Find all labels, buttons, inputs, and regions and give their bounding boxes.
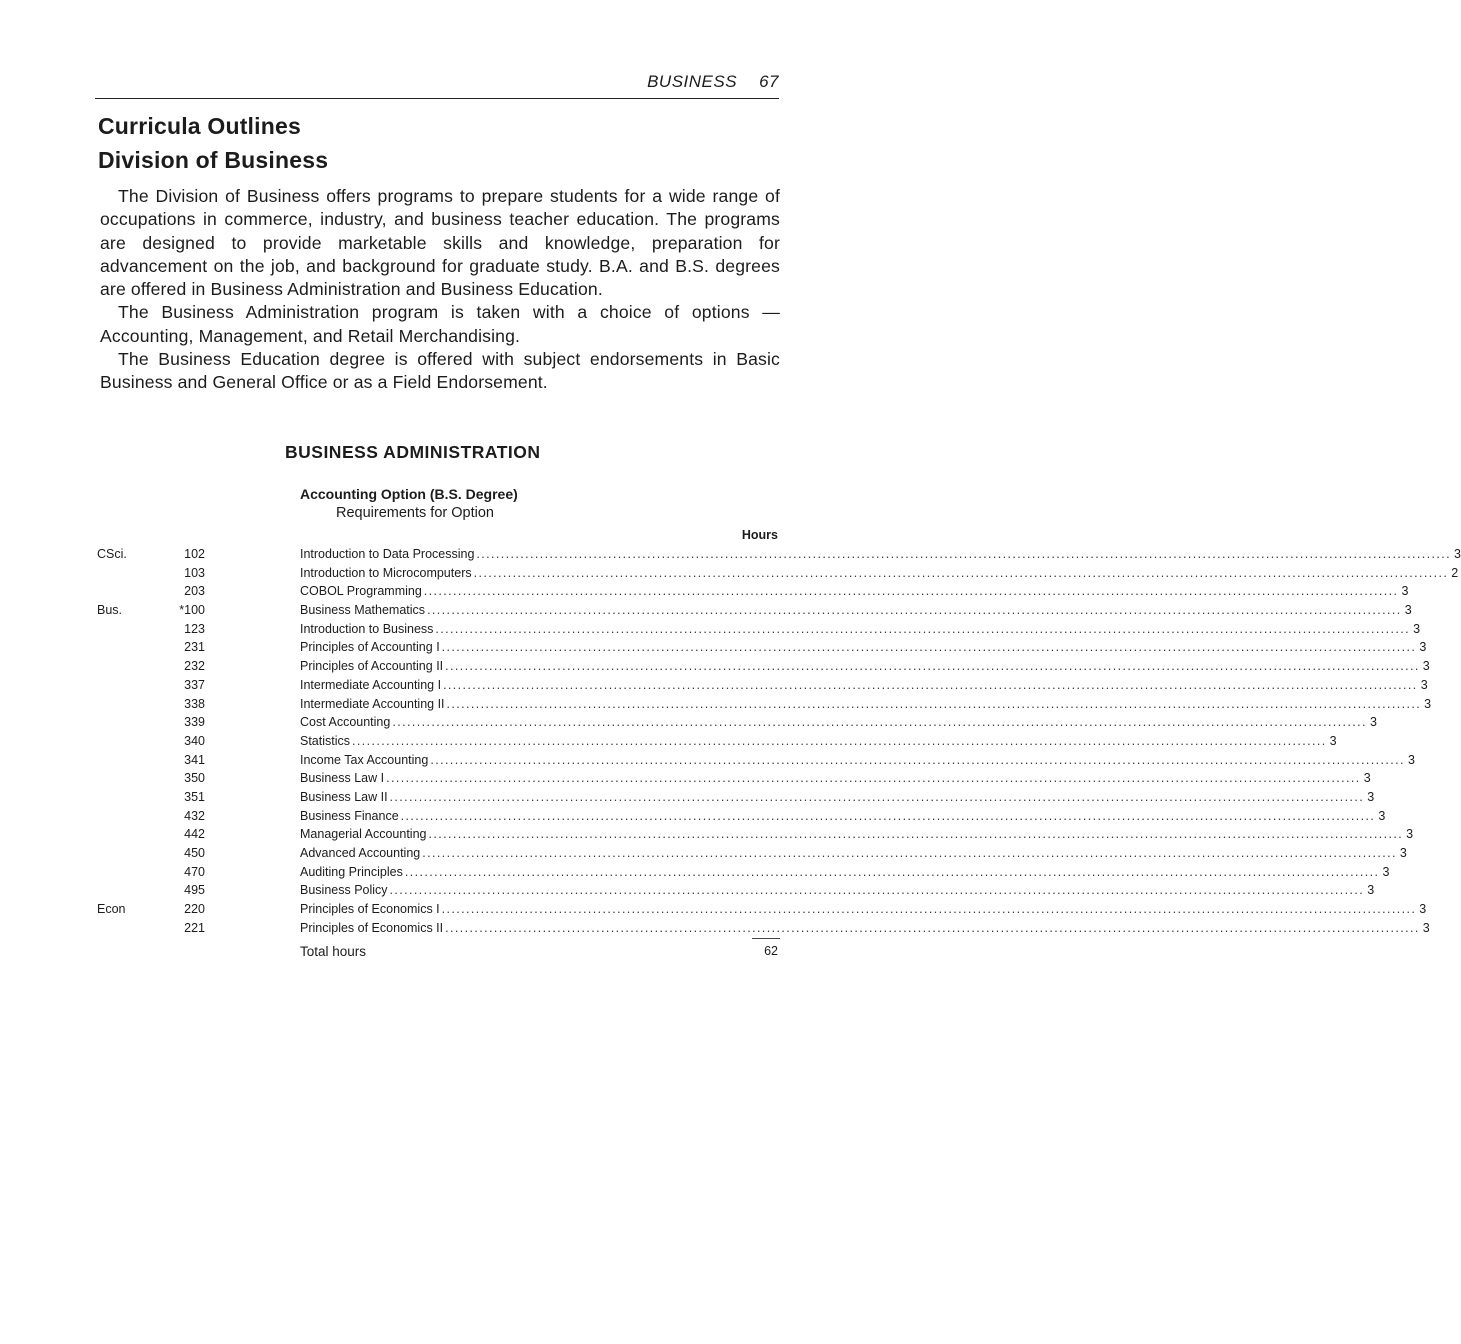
dot-leader: ........................................................................................................................................................................................................ (423, 584, 1399, 599)
course-row (95, 825, 1414, 844)
course-name: Auditing Principles (300, 864, 403, 879)
header-rule (95, 98, 779, 99)
course-line (300, 582, 1409, 601)
dot-leader: ........................................................................................................................................................................................................ (428, 827, 1404, 842)
dot-leader: ........................................................................................................................................................................................................ (430, 752, 1405, 767)
course-number: 221 (184, 920, 205, 935)
course-line (300, 638, 1427, 657)
course-name: Principles of Economics II (300, 920, 444, 935)
option-title: Accounting Option (B.S. Degree) (300, 486, 518, 502)
course-hours: 3 (1454, 547, 1461, 561)
dot-leader: ........................................................................................................................................................................................................ (443, 677, 1418, 692)
course-line (300, 919, 1430, 938)
course-line (300, 825, 1414, 844)
dot-leader: ........................................................................................................................................................................................................ (446, 696, 1422, 711)
course-line (300, 657, 1430, 676)
course-line (300, 769, 1371, 788)
dot-leader: ........................................................................................................................................................................................................ (445, 920, 1420, 935)
course-name: Business Policy (300, 883, 388, 898)
intro-text (100, 185, 780, 395)
total-hours-value: 62 (764, 944, 778, 958)
total-hours-label: Total hours (300, 944, 367, 959)
course-line (300, 844, 1407, 863)
course-name: COBOL Programming (300, 584, 422, 599)
course-line (300, 545, 1461, 564)
course-name: Business Law II (300, 789, 388, 804)
page-subtitle: Division of Business (98, 147, 329, 173)
course-row (95, 545, 1461, 564)
course-name: Business Mathematics (300, 603, 426, 618)
course-line (300, 620, 1421, 639)
course-dept: Econ (97, 902, 126, 917)
dot-leader: ........................................................................................................................................................................................................ (352, 733, 1327, 748)
course-name: Intermediate Accounting I (300, 677, 442, 692)
option-subtitle: Requirements for Option (336, 505, 494, 521)
page-title: Curricula Outlines (98, 113, 301, 139)
course-line (300, 564, 1459, 583)
course-number: 232 (184, 659, 205, 674)
course-dept: Bus. (97, 603, 123, 618)
course-row (95, 788, 1375, 807)
course-number: 450 (184, 846, 205, 860)
intro-paragraph: The Business Education degree is offered with subject endorsements in Basic Business and General Office or as a Field Endorsement. (100, 349, 780, 393)
course-dept: CSci. (97, 547, 127, 561)
course-number: 102 (184, 547, 205, 561)
course-row (95, 881, 1375, 900)
course-name: Introduction to Microcomputers (300, 565, 472, 580)
section-heading: BUSINESS ADMINISTRATION (285, 442, 541, 462)
course-name: Intermediate Accounting II (300, 696, 445, 711)
dot-leader: ........................................................................................................................................................................................................ (389, 789, 1365, 804)
course-number: 203 (184, 584, 205, 599)
dot-leader: ........................................................................................................................................................................................................ (389, 883, 1365, 898)
course-number: 495 (184, 883, 205, 898)
course-line (300, 732, 1337, 751)
course-line (300, 695, 1432, 714)
dot-leader: ........................................................................................................................................................................................................ (427, 603, 1402, 618)
page-number: 67 (759, 72, 779, 91)
course-name: Cost Accounting (300, 715, 391, 730)
course-line (300, 676, 1428, 695)
course-hours: 3 (1367, 883, 1375, 898)
course-hours: 3 (1378, 808, 1386, 823)
course-row (95, 582, 1409, 601)
course-hours: 3 (1382, 864, 1390, 879)
course-line (300, 601, 1412, 620)
course-name: Introduction to Data Processing (300, 547, 475, 561)
course-row (95, 713, 1377, 732)
total-rule (752, 938, 780, 939)
course-line (300, 713, 1377, 732)
course-hours: 3 (1363, 771, 1371, 786)
course-row (95, 900, 1427, 919)
course-row (95, 863, 1390, 882)
course-name: Principles of Accounting I (300, 640, 440, 655)
course-number: 103 (184, 565, 205, 580)
course-line (300, 788, 1375, 807)
course-number: 123 (184, 621, 205, 636)
course-hours: 3 (1404, 603, 1412, 618)
course-list (95, 545, 1461, 937)
course-hours: 3 (1419, 640, 1427, 655)
course-hours: 3 (1329, 733, 1337, 748)
course-row (95, 601, 1412, 620)
dot-leader: ........................................................................................................................................................................................................ (473, 565, 1449, 580)
course-row (95, 844, 1407, 863)
course-hours: 3 (1424, 696, 1432, 711)
dot-leader: ........................................................................................................................................................................................................ (422, 846, 1397, 860)
dot-leader: ........................................................................................................................................................................................................ (476, 547, 1451, 561)
course-row (95, 751, 1415, 770)
course-name: Managerial Accounting (300, 827, 427, 842)
course-name: Business Finance (300, 808, 399, 823)
course-row (95, 919, 1430, 938)
intro-paragraph: The Business Administration program is taken with a choice of options — Accounting, Management, and Retail Merchandising. (100, 302, 780, 346)
course-number: 341 (184, 752, 205, 767)
course-row (95, 676, 1428, 695)
course-number: 350 (184, 771, 205, 786)
course-line (300, 807, 1386, 826)
course-hours: 3 (1422, 659, 1430, 674)
course-hours: 3 (1401, 584, 1409, 599)
course-hours: 3 (1420, 677, 1428, 692)
course-row (95, 695, 1432, 714)
course-row (95, 638, 1427, 657)
course-hours: 2 (1451, 565, 1459, 580)
course-name: Introduction to Business (300, 621, 434, 636)
course-name: Business Law I (300, 771, 385, 786)
course-row (95, 732, 1337, 751)
course-hours: 3 (1422, 920, 1430, 935)
course-number: 351 (184, 789, 205, 804)
course-number: 470 (184, 864, 205, 879)
dot-leader: ........................................................................................................................................................................................................ (441, 902, 1417, 917)
dot-leader: ........................................................................................................................................................................................................ (441, 640, 1417, 655)
course-line (300, 751, 1415, 770)
course-name: Principles of Accounting II (300, 659, 444, 674)
course-number: 339 (184, 715, 205, 730)
course-hours: 3 (1413, 621, 1421, 636)
course-row (95, 807, 1386, 826)
course-number: 340 (184, 733, 205, 748)
course-number: 337 (184, 677, 205, 692)
course-number: 338 (184, 696, 205, 711)
course-row (95, 769, 1371, 788)
hours-column-header: Hours (741, 528, 778, 542)
course-number: 220 (184, 902, 205, 917)
course-line (300, 863, 1390, 882)
course-line (300, 900, 1427, 919)
course-hours: 3 (1367, 789, 1375, 804)
running-header (95, 72, 779, 96)
dot-leader: ........................................................................................................................................................................................................ (400, 808, 1376, 823)
course-name: Advanced Accounting (300, 846, 421, 860)
course-hours: 3 (1369, 715, 1377, 730)
course-name: Statistics (300, 733, 351, 748)
dot-leader: ........................................................................................................................................................................................................ (392, 715, 1367, 730)
dot-leader: ........................................................................................................................................................................................................ (435, 621, 1411, 636)
course-row (95, 620, 1421, 639)
course-number: 442 (184, 827, 205, 842)
course-number: 432 (184, 808, 205, 823)
course-number: *100 (179, 603, 205, 618)
course-hours: 3 (1399, 846, 1407, 860)
course-name: Income Tax Accounting (300, 752, 429, 767)
dot-leader: ........................................................................................................................................................................................................ (445, 659, 1420, 674)
course-line (300, 881, 1375, 900)
course-hours: 3 (1406, 827, 1414, 842)
dot-leader: ........................................................................................................................................................................................................ (386, 771, 1361, 786)
course-name: Principles of Economics I (300, 902, 440, 917)
course-row (95, 564, 1459, 583)
course-number: 231 (184, 640, 205, 655)
course-row (95, 657, 1430, 676)
dot-leader: ........................................................................................................................................................................................................ (404, 864, 1380, 879)
intro-paragraph: The Division of Business offers programs to prepare students for a wide range of occupations in commerce, industry, and business teacher education. The programs are designed to provide marketable skills and knowledge, preparation for advancement on the job, and background for graduate study. B.A. and B.S. degrees are offered in Business Administration and Business Education. (100, 186, 780, 300)
running-header-section: BUSINESS (647, 72, 738, 91)
course-hours: 3 (1419, 902, 1427, 917)
course-hours: 3 (1407, 752, 1415, 767)
